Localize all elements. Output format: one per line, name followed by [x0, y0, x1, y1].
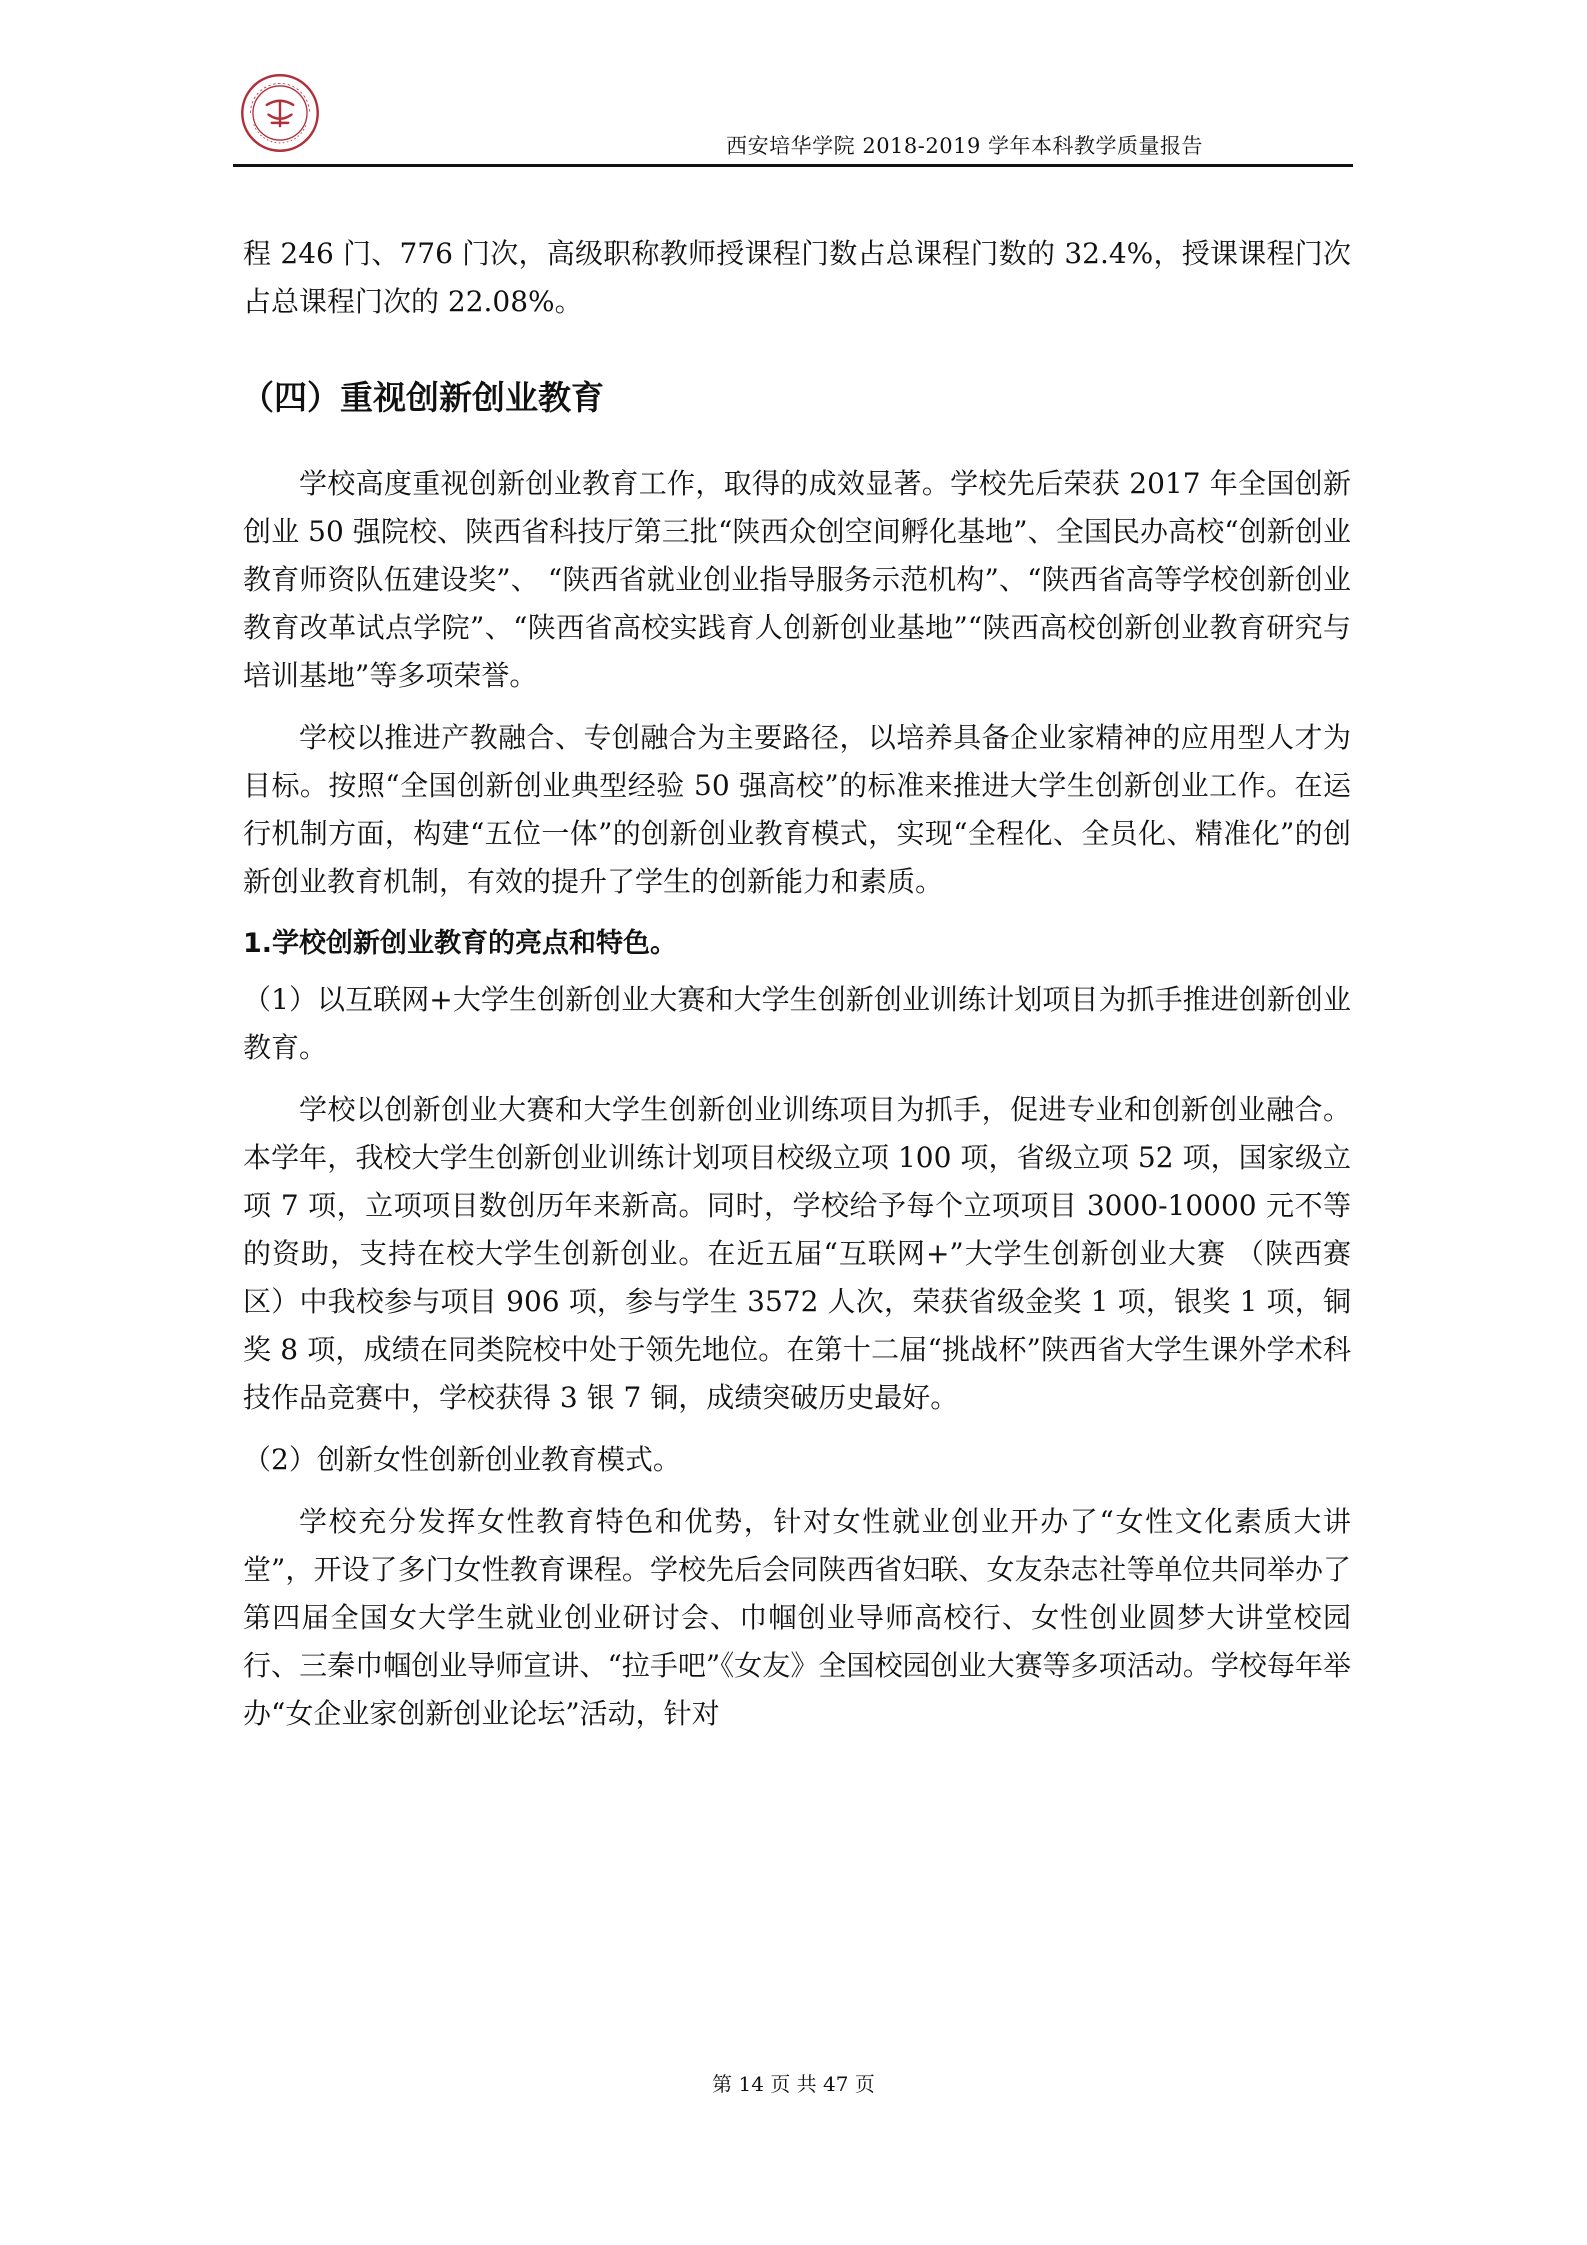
- page-body: [243, 230, 1351, 1738]
- paragraph-approach: 学校以推进产教融合、专创融合为主要路径，以培养具备企业家精神的应用型人才为目标。按照“全国创新创业典型经验 50 强高校”的标准来推进大学生创新创业工作。在运行机制方面，构建“五位一体”的创新创业教育模式，实现“全程化、全员化、精准化”的创新创业教育机制，有效的提升了学生的创新能力和素质。: [243, 721, 1351, 898]
- item-heading-1: （1）以互联网+大学生创新创业大赛和大学生创新创业训练计划项目为抓手推进创新创业教育。: [243, 983, 1351, 1064]
- subsection-heading: 1.学校创新创业教育的亮点和特色。: [243, 928, 678, 959]
- section-heading: （四）重视创新创业教育: [241, 378, 604, 417]
- page-number: 第 14 页 共 47 页: [712, 2072, 875, 2096]
- paragraph-competitions: 学校以创新创业大赛和大学生创新创业训练项目为抓手，促进专业和创新创业融合。本学年，我校大学生创新创业训练计划项目校级立项 100 项，省级立项 52 项，国家级立项 7 项，立项项目数创历年来新高。同时，学校给予每个立项项目 3000-10000 元不等的资助，支持在校大学生创新创业。在近五届“互联网+”大学生创新创业大赛 （陕西赛区）中我校参与项目 906 项，参与学生 3572 人次，荣获省级金奖 1 项，银奖 1 项，铜奖 8 项，成绩在同类院校中处于领先地位。在第十二届“挑战杯”陕西省大学生课外学术科技作品竞赛中，学校获得 3 银 7 铜，成绩突破历史最好。: [243, 1093, 1351, 1414]
- paragraph-continuation: 程 246 门、776 门次，高级职称教师授课程门数占总课程门数的 32.4%，授课课程门次占总课程门次的 22.08%。: [243, 237, 1351, 318]
- page-header: [233, 82, 1353, 166]
- item-heading-2: （2）创新女性创新创业教育模式。: [243, 1443, 681, 1476]
- header-divider: [233, 164, 1353, 167]
- university-seal-logo: [239, 72, 321, 154]
- report-title: 西安培华学院 2018-2019 学年本科教学质量报告: [726, 134, 1203, 158]
- paragraph-women-education: 学校充分发挥女性教育特色和优势，针对女性就业创业开办了“女性文化素质大讲堂”，开设了多门女性教育课程。学校先后会同陕西省妇联、女友杂志社等单位共同举办了第四届全国女大学生就业创业研讨会、巾帼创业导师高校行、女性创业圆梦大讲堂校园行、三秦巾帼创业导师宣讲、“拉手吧”《女友》全国校园创业大赛等多项活动。学校每年举办“女企业家创新创业论坛”活动，针对: [243, 1505, 1351, 1730]
- paragraph-honors: 学校高度重视创新创业教育工作，取得的成效显著。学校先后荣获 2017 年全国创新创业 50 强院校、陕西省科技厅第三批“陕西众创空间孵化基地”、全国民办高校“创新创业教育师资队伍建设奖”、 “陕西省就业创业指导服务示范机构”、“陕西省高等学校创新创业教育改革试点学院”、“陕西省高校实践育人创新创业基地”“陕西高校创新创业教育研究与培训基地”等多项荣誉。: [243, 467, 1351, 692]
